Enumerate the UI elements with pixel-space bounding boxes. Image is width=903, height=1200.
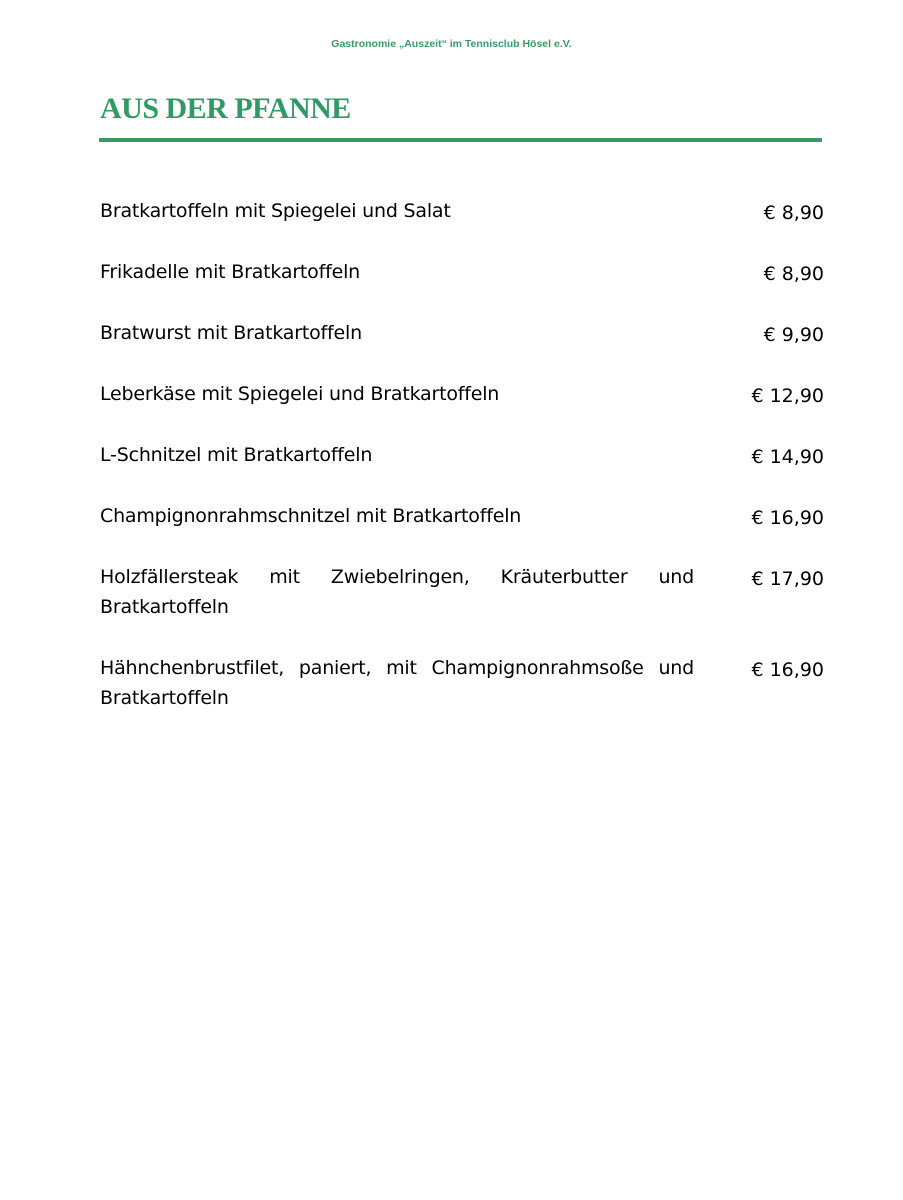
menu-item-name: Bratkartoffeln mit Spiegelei und Salat	[100, 200, 451, 222]
menu-item-price: € 12,90	[751, 385, 824, 407]
menu-item-price: € 8,90	[763, 202, 824, 224]
menu-item	[100, 562, 824, 622]
menu-item-price: € 16,90	[751, 659, 824, 681]
menu-item-name: L-Schnitzel mit Bratkartoffeln	[100, 444, 373, 466]
menu-item-name: Hähnchenbrustfilet, paniert, mit Champignonrahmsoße und Bratkartoffeln	[100, 657, 694, 709]
menu-item-name: Leberkäse mit Spiegelei und Bratkartoffeln	[100, 383, 500, 405]
section-title: AUS DER PFANNE	[100, 92, 351, 125]
menu-item-name: Frikadelle mit Bratkartoffeln	[100, 261, 360, 283]
menu-item	[100, 653, 824, 713]
menu-item	[100, 379, 824, 409]
menu-item	[100, 318, 824, 348]
menu-list	[100, 196, 824, 744]
menu-item-name: Champignonrahmschnitzel mit Bratkartoffeln	[100, 505, 522, 527]
menu-item-price: € 14,90	[751, 446, 824, 468]
menu-item	[100, 440, 824, 470]
menu-item-price: € 8,90	[763, 263, 824, 285]
menu-item-name: Holzfällersteak mit Zwiebelringen, Kräuterbutter und Bratkartoffeln	[100, 566, 694, 618]
menu-item-name: Bratwurst mit Bratkartoffeln	[100, 322, 362, 344]
menu-item	[100, 257, 824, 287]
menu-item	[100, 196, 824, 226]
page-header: Gastronomie „Auszeit“ im Tennisclub Hösel e.V.	[331, 38, 572, 50]
title-divider	[99, 138, 822, 142]
menu-item	[100, 501, 824, 531]
menu-item-price: € 16,90	[751, 507, 824, 529]
menu-item-price: € 9,90	[763, 324, 824, 346]
menu-item-price: € 17,90	[751, 568, 824, 590]
